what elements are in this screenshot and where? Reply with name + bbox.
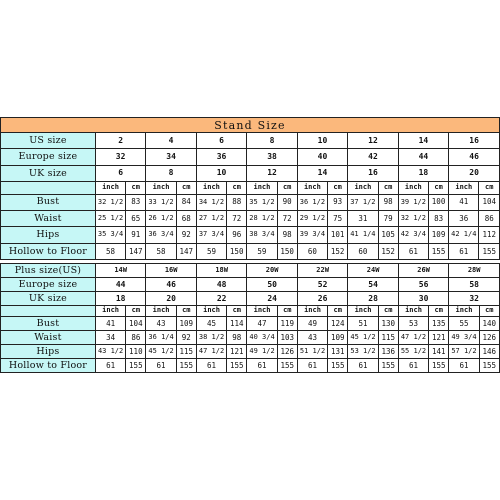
size-cell: 16 [348, 165, 398, 181]
measure-value: 33 1/2 [146, 194, 176, 210]
unit-cell: cm [328, 182, 348, 194]
measure-value: 98 [277, 227, 297, 243]
measure-value: 86 [126, 330, 146, 344]
measure-value: 103 [277, 330, 297, 344]
size-cell: 38 [247, 149, 297, 165]
measure-value: 119 [277, 316, 297, 330]
measure-value: 43 [297, 330, 327, 344]
measure-value: 146 [479, 344, 499, 358]
measure-value: 31 [348, 210, 378, 226]
unit-cell: inch [297, 306, 327, 317]
unit-row-spacer [1, 306, 96, 317]
measure-row [1, 243, 500, 259]
measure-value: 155 [176, 358, 196, 372]
measure-value: 58 [146, 243, 176, 259]
measure-value: 68 [176, 210, 196, 226]
measure-value: 40 3/4 [247, 330, 277, 344]
measure-value: 155 [429, 358, 449, 372]
measure-label: Hips [1, 227, 96, 243]
size-cell: 12 [247, 165, 297, 181]
unit-cell: cm [479, 182, 500, 194]
unit-cell: inch [348, 182, 378, 194]
size-row [1, 292, 500, 306]
size-cell: 22 [196, 292, 246, 306]
measure-value: 98 [227, 330, 247, 344]
measure-value: 51 1/2 [297, 344, 327, 358]
unit-cell: cm [277, 182, 297, 194]
measure-value: 150 [277, 243, 297, 259]
size-row [1, 165, 500, 181]
unit-cell: inch [95, 182, 125, 194]
measure-label: Waist [1, 210, 96, 226]
measure-value: 96 [227, 227, 247, 243]
size-cell: 12 [348, 133, 398, 149]
measure-value: 39 1/2 [398, 194, 428, 210]
measure-value: 49 [297, 316, 327, 330]
size-cell: 56 [398, 278, 448, 292]
unit-cell: cm [176, 182, 196, 194]
measure-value: 121 [429, 330, 449, 344]
measure-row [1, 316, 500, 330]
measure-value: 72 [227, 210, 247, 226]
measure-value: 126 [277, 344, 297, 358]
unit-cell: inch [146, 306, 176, 317]
size-row [1, 264, 500, 278]
measure-value: 41 1/4 [348, 227, 378, 243]
measure-value: 140 [479, 316, 499, 330]
size-cell: 20 [146, 292, 196, 306]
unit-row [1, 182, 500, 194]
unit-cell: inch [196, 306, 226, 317]
size-cell: 2 [95, 133, 145, 149]
measure-row [1, 358, 500, 372]
row-label: UK size [1, 292, 96, 306]
size-cell: 26W [398, 264, 448, 278]
measure-value: 45 [196, 316, 226, 330]
measure-value: 147 [126, 243, 146, 259]
measure-value: 61 [95, 358, 125, 372]
measure-value: 29 1/2 [297, 210, 327, 226]
measure-value: 92 [176, 227, 196, 243]
standard-size-table [0, 117, 500, 260]
size-row [1, 149, 500, 165]
plus-size-table [0, 263, 500, 373]
unit-cell: cm [126, 182, 146, 194]
unit-cell: cm [176, 306, 196, 317]
measure-value: 105 [378, 227, 398, 243]
unit-cell: cm [277, 306, 297, 317]
measure-value: 155 [126, 358, 146, 372]
unit-cell: inch [247, 182, 277, 194]
size-cell: 26 [297, 292, 347, 306]
measure-value: 155 [378, 358, 398, 372]
measure-value: 61 [398, 358, 428, 372]
unit-cell: cm [378, 306, 398, 317]
measure-value: 39 3/4 [297, 227, 327, 243]
measure-value: 37 1/2 [348, 194, 378, 210]
size-cell: 46 [449, 149, 500, 165]
unit-row [1, 306, 500, 317]
measure-value: 104 [126, 316, 146, 330]
measure-value: 86 [479, 210, 500, 226]
size-cell: 18 [95, 292, 145, 306]
size-row [1, 133, 500, 149]
measure-value: 147 [176, 243, 196, 259]
measure-value: 61 [348, 358, 378, 372]
measure-value: 60 [348, 243, 378, 259]
size-cell: 50 [247, 278, 297, 292]
measure-row [1, 330, 500, 344]
measure-value: 26 1/2 [146, 210, 176, 226]
row-label: Plus size(US) [1, 264, 96, 278]
measure-value: 83 [126, 194, 146, 210]
title-row [1, 118, 500, 133]
measure-value: 59 [196, 243, 226, 259]
measure-value: 88 [227, 194, 247, 210]
measure-value: 75 [328, 210, 348, 226]
size-cell: 34 [146, 149, 196, 165]
unit-cell: inch [348, 306, 378, 317]
measure-row [1, 227, 500, 243]
measure-value: 49 3/4 [449, 330, 479, 344]
measure-value: 43 1/2 [95, 344, 125, 358]
measure-value: 84 [176, 194, 196, 210]
measure-value: 35 1/2 [247, 194, 277, 210]
measure-label: Bust [1, 194, 96, 210]
measure-value: 59 [247, 243, 277, 259]
measure-value: 155 [479, 243, 500, 259]
size-cell: 22W [297, 264, 347, 278]
measure-value: 92 [176, 330, 196, 344]
size-cell: 32 [95, 149, 145, 165]
measure-value: 38 3/4 [247, 227, 277, 243]
measure-value: 114 [227, 316, 247, 330]
measure-value: 112 [479, 227, 500, 243]
size-cell: 24 [247, 292, 297, 306]
unit-cell: inch [95, 306, 125, 317]
size-cell: 40 [297, 149, 347, 165]
measure-value: 32 1/2 [95, 194, 125, 210]
unit-cell: cm [328, 306, 348, 317]
measure-value: 51 [348, 316, 378, 330]
measure-value: 155 [227, 358, 247, 372]
measure-value: 91 [126, 227, 146, 243]
row-label: Europe size [1, 149, 96, 165]
measure-value: 36 1/4 [146, 330, 176, 344]
measure-value: 49 1/2 [247, 344, 277, 358]
measure-value: 45 1/2 [348, 330, 378, 344]
measure-value: 42 1/4 [449, 227, 479, 243]
size-cell: 44 [398, 149, 448, 165]
measure-value: 47 1/2 [196, 344, 226, 358]
size-cell: 20W [247, 264, 297, 278]
size-cell: 6 [95, 165, 145, 181]
measure-value: 124 [328, 316, 348, 330]
measure-value: 61 [449, 358, 479, 372]
measure-value: 61 [196, 358, 226, 372]
unit-cell: cm [479, 306, 499, 317]
measure-value: 152 [378, 243, 398, 259]
unit-cell: cm [428, 182, 448, 194]
size-cell: 18 [398, 165, 448, 181]
size-cell: 48 [196, 278, 246, 292]
unit-cell: inch [398, 182, 428, 194]
measure-label: Waist [1, 330, 96, 344]
size-cell: 6 [196, 133, 246, 149]
size-cell: 10 [196, 165, 246, 181]
unit-cell: cm [227, 182, 247, 194]
measure-value: 34 [95, 330, 125, 344]
measure-value: 58 [95, 243, 125, 259]
measure-value: 109 [428, 227, 448, 243]
measure-value: 45 1/2 [146, 344, 176, 358]
unit-cell: cm [378, 182, 398, 194]
measure-value: 130 [378, 316, 398, 330]
measure-value: 150 [227, 243, 247, 259]
size-cell: 4 [146, 133, 196, 149]
measure-value: 90 [277, 194, 297, 210]
size-cell: 52 [297, 278, 347, 292]
measure-value: 131 [328, 344, 348, 358]
unit-cell: inch [146, 182, 176, 194]
size-cell: 10 [297, 133, 347, 149]
unit-cell: inch [247, 306, 277, 317]
unit-cell: cm [429, 306, 449, 317]
size-cell: 58 [449, 278, 500, 292]
table-title: Stand Size [1, 118, 500, 133]
measure-value: 61 [247, 358, 277, 372]
measure-value: 36 [449, 210, 479, 226]
size-cell: 14W [95, 264, 145, 278]
measure-value: 47 [247, 316, 277, 330]
unit-cell: inch [196, 182, 226, 194]
size-cell: 28 [348, 292, 398, 306]
measure-value: 25 1/2 [95, 210, 125, 226]
size-row [1, 278, 500, 292]
measure-value: 61 [449, 243, 479, 259]
measure-value: 42 3/4 [398, 227, 428, 243]
unit-cell: inch [449, 306, 479, 317]
measure-value: 79 [378, 210, 398, 226]
measure-value: 65 [126, 210, 146, 226]
measure-value: 36 1/2 [297, 194, 327, 210]
measure-value: 41 [95, 316, 125, 330]
measure-label: Hollow to Floor [1, 243, 96, 259]
measure-value: 27 1/2 [196, 210, 226, 226]
measure-label: Bust [1, 316, 96, 330]
row-label: Europe size [1, 278, 96, 292]
measure-row [1, 210, 500, 226]
unit-cell: cm [126, 306, 146, 317]
row-label: UK size [1, 165, 96, 181]
measure-value: 61 [297, 358, 327, 372]
measure-value: 141 [429, 344, 449, 358]
measure-value: 104 [479, 194, 500, 210]
measure-value: 115 [378, 330, 398, 344]
size-cell: 8 [146, 165, 196, 181]
measure-value: 41 [449, 194, 479, 210]
unit-cell: inch [398, 306, 428, 317]
measure-value: 110 [126, 344, 146, 358]
size-cell: 20 [449, 165, 500, 181]
size-cell: 36 [196, 149, 246, 165]
measure-value: 155 [328, 358, 348, 372]
measure-value: 126 [479, 330, 499, 344]
measure-value: 155 [428, 243, 448, 259]
measure-value: 34 1/2 [196, 194, 226, 210]
measure-value: 155 [479, 358, 499, 372]
size-cell: 14 [297, 165, 347, 181]
measure-label: Hips [1, 344, 96, 358]
unit-cell: inch [449, 182, 479, 194]
measure-value: 152 [328, 243, 348, 259]
measure-value: 32 1/2 [398, 210, 428, 226]
measure-value: 35 3/4 [95, 227, 125, 243]
measure-value: 60 [297, 243, 327, 259]
measure-value: 37 3/4 [196, 227, 226, 243]
measure-value: 109 [328, 330, 348, 344]
size-cell: 18W [196, 264, 246, 278]
measure-value: 155 [277, 358, 297, 372]
size-cell: 32 [449, 292, 500, 306]
measure-value: 53 1/2 [348, 344, 378, 358]
measure-value: 61 [146, 358, 176, 372]
measure-value: 61 [398, 243, 428, 259]
unit-cell: cm [227, 306, 247, 317]
measure-value: 57 1/2 [449, 344, 479, 358]
measure-value: 135 [429, 316, 449, 330]
unit-cell: inch [297, 182, 327, 194]
unit-row-spacer [1, 182, 96, 194]
measure-value: 83 [428, 210, 448, 226]
measure-value: 55 1/2 [398, 344, 428, 358]
size-cell: 24W [348, 264, 398, 278]
size-cell: 16W [146, 264, 196, 278]
measure-value: 72 [277, 210, 297, 226]
measure-value: 98 [378, 194, 398, 210]
measure-row [1, 344, 500, 358]
size-cell: 54 [348, 278, 398, 292]
size-cell: 30 [398, 292, 448, 306]
measure-value: 28 1/2 [247, 210, 277, 226]
size-cell: 8 [247, 133, 297, 149]
measure-value: 36 3/4 [146, 227, 176, 243]
measure-value: 53 [398, 316, 428, 330]
row-label: US size [1, 133, 96, 149]
measure-value: 109 [176, 316, 196, 330]
measure-value: 121 [227, 344, 247, 358]
size-cell: 42 [348, 149, 398, 165]
size-cell: 28W [449, 264, 500, 278]
size-cell: 14 [398, 133, 448, 149]
measure-value: 136 [378, 344, 398, 358]
measure-row [1, 194, 500, 210]
measure-value: 38 1/2 [196, 330, 226, 344]
measure-value: 101 [328, 227, 348, 243]
size-cell: 16 [449, 133, 500, 149]
measure-label: Hollow to Floor [1, 358, 96, 372]
measure-value: 55 [449, 316, 479, 330]
size-cell: 46 [146, 278, 196, 292]
measure-value: 43 [146, 316, 176, 330]
measure-value: 47 1/2 [398, 330, 428, 344]
measure-value: 93 [328, 194, 348, 210]
size-cell: 44 [95, 278, 145, 292]
measure-value: 115 [176, 344, 196, 358]
measure-value: 100 [428, 194, 448, 210]
